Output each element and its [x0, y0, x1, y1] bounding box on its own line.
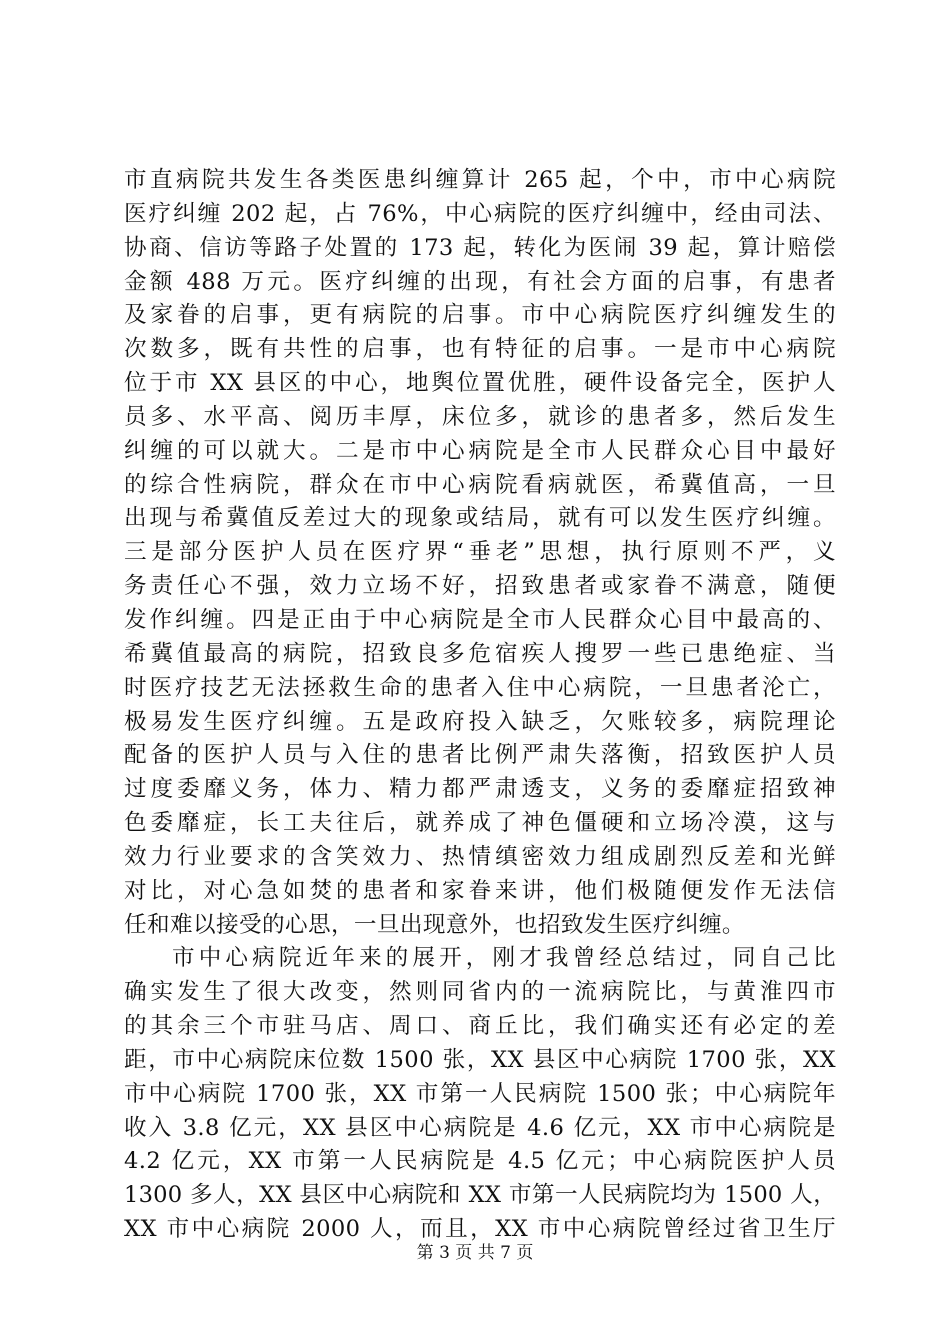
text-line-20: 色委靡症，长工夫往后，就养成了神色僵硬和立场冷漠，这与: [124, 810, 836, 837]
text-line-9: 纠缠的可以就大。二是市中心病院是全市人民群众心目中最好: [124, 437, 836, 464]
text-line-1: 市直病院共发生各类医患纠缠算计 265 起，个中，市中心病院: [124, 167, 836, 193]
text-line-17: 极易发生医疗纠缠。五是政府投入缺乏，欠账较多，病院理论: [124, 708, 836, 735]
text-line-8: 员多、水平高、阅历丰厚，床位多，就诊的患者多，然后发生: [124, 403, 836, 430]
text-line-7: 位于市 XX 县区的中心，地舆位置优胜，硬件设备完全，医护人: [124, 370, 836, 397]
text-line-30: 4.2 亿元，XX 市第一人民病院是 4.5 亿元；中心病院医护人员: [124, 1148, 836, 1175]
text-line-29: 收入 3.8 亿元，XX 县区中心病院是 4.6 亿元，XX 市中心病院是: [124, 1114, 836, 1141]
text-line-3: 协商、信访等路子处置的 173 起，转化为医闹 39 起，算计赔偿: [124, 234, 836, 261]
text-line-13: 务责任心不强，效力立场不好，招致患者或家眷不满意，随便: [124, 573, 836, 600]
text-line-21: 效力行业要求的含笑效力、热情缜密效力组成剧烈反差和光鲜: [124, 843, 836, 870]
text-line-6: 次数多，既有共性的启事，也有特征的启事。一是市中心病院: [124, 336, 836, 363]
text-line-27: 距，市中心病院床位数 1500 张，XX 县区中心病院 1700 张，XX: [124, 1046, 836, 1073]
text-line-10: 的综合性病院，群众在市中心病院看病就医，希冀值高，一旦: [124, 471, 836, 498]
text-line-22: 对比，对心急如焚的患者和家眷来讲，他们极随便发作无法信: [124, 877, 836, 904]
text-line-5: 及家眷的启事，更有病院的启事。市中心病院医疗纠缠发生的: [124, 302, 836, 329]
text-line-16: 时医疗技艺无法拯救生命的患者入住中心病院，一旦患者沦亡，: [124, 674, 836, 701]
text-line-12: 三是部分医护人员在医疗界“垂老”思想，执行原则不严，义: [124, 539, 836, 566]
text-line-14: 发作纠缠。四是正由于中心病院是全市人民群众心目中最高的、: [124, 606, 836, 633]
text-line-4: 金额 488 万元。医疗纠缠的出现，有社会方面的启事，有患者: [124, 268, 836, 295]
text-line-24: 市中心病院近年来的展开，刚才我曾经总结过，同自己比: [172, 945, 836, 972]
text-line-26: 的其余三个市驻马店、周口、商丘比，我们确实还有必定的差: [124, 1013, 836, 1040]
text-line-19: 过度委靡义务，体力、精力都严肃透支，义务的委靡症招致神: [124, 776, 836, 803]
text-line-28: 市中心病院 1700 张，XX 市第一人民病院 1500 张；中心病院年: [124, 1080, 836, 1107]
text-line-32: XX 市中心病院 2000 人，而且，XX 市中心病院曾经过省卫生厅: [124, 1216, 836, 1243]
page-number-footer: 第 3 页 共 7 页: [416, 1243, 534, 1263]
text-line-11: 出现与希冀值反差过大的现象或结局，就有可以发生医疗纠缠。: [124, 505, 836, 532]
text-line-23: 任和难以接受的心思，一旦出现意外，也招致发生医疗纠缠。: [124, 911, 745, 938]
text-line-15: 希冀值最高的病院，招致良多危宿疾人搜罗一些已患绝症、当: [124, 640, 836, 667]
text-line-2: 医疗纠缠 202 起，占 76%，中心病院的医疗纠缠中，经由司法、: [124, 200, 836, 227]
text-line-31: 1300 多人，XX 县区中心病院和 XX 市第一人民病院均为 1500 人，: [124, 1182, 836, 1209]
text-line-25: 确实发生了很大改变，然则同省内的一流病院比，与黄淮四市: [124, 979, 836, 1006]
text-line-18: 配备的医护人员与入住的患者比例严肃失落衡，招致医护人员: [124, 742, 836, 769]
body-text: [124, 164, 836, 1247]
